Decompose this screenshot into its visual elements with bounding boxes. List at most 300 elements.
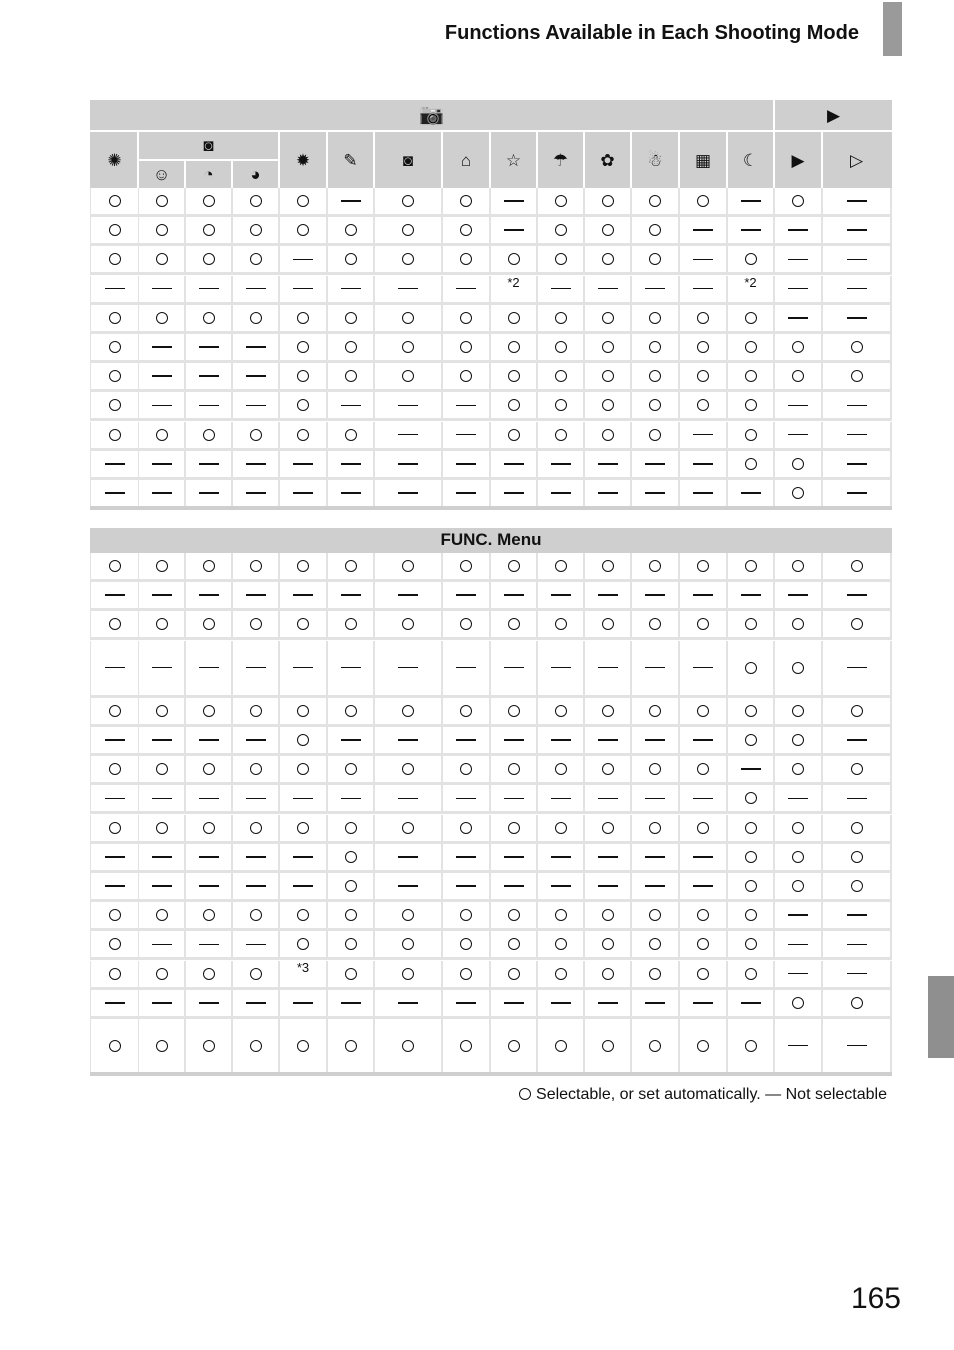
table-cell (280, 961, 326, 987)
table-cell (233, 961, 278, 987)
table-cell (91, 480, 138, 506)
table-cell (823, 815, 890, 841)
selectable-circle-icon (602, 253, 614, 265)
table-cell (233, 698, 278, 724)
selectable-circle-icon (345, 763, 357, 775)
mode-column-header (280, 132, 326, 188)
table-cell (328, 844, 373, 870)
table-cell (139, 873, 184, 899)
selectable-circle-icon (602, 370, 614, 382)
table-cell (443, 698, 489, 724)
table-cell (632, 785, 678, 811)
not-selectable-dash (456, 885, 476, 887)
table-cell (328, 334, 373, 360)
not-selectable-dash (788, 405, 808, 407)
table-cell (91, 641, 138, 695)
selectable-circle-icon (555, 370, 567, 382)
not-selectable-dash (551, 739, 571, 741)
table-cell (328, 276, 373, 302)
table-cell (823, 305, 890, 331)
table-cell (375, 698, 441, 724)
table-cell (280, 641, 326, 695)
mode-column-header (186, 161, 231, 188)
not-selectable-dash (847, 914, 867, 916)
selectable-circle-icon (602, 224, 614, 236)
foliage-icon: ✿ (600, 150, 615, 170)
func-menu-title: FUNC. Menu (440, 530, 542, 549)
table-cell (280, 785, 326, 811)
table-cell (491, 188, 536, 214)
table-cell (186, 931, 231, 957)
movie-color-icon: ▷ (849, 150, 864, 170)
selectable-circle-icon (649, 224, 661, 236)
selectable-circle-icon (203, 312, 215, 324)
table-cell (186, 363, 231, 389)
mode-column-header (233, 161, 278, 188)
selectable-circle-icon (555, 618, 567, 630)
table-cell (280, 873, 326, 899)
not-selectable-dash (398, 739, 418, 741)
not-selectable-dash (199, 1002, 219, 1004)
selectable-circle-icon (792, 822, 804, 834)
table-cell (91, 873, 138, 899)
table-cell (538, 276, 583, 302)
selectable-circle-icon (156, 618, 168, 630)
table-cell (775, 961, 821, 987)
table-cell (328, 246, 373, 272)
table-cell (91, 276, 138, 302)
smart-shutter-group-header (139, 132, 278, 159)
selectable-circle-icon (109, 909, 121, 921)
selectable-circle-icon (203, 618, 215, 630)
not-selectable-dash (741, 768, 761, 770)
not-selectable-dash (504, 229, 524, 231)
table-cell (823, 582, 890, 608)
selectable-circle-icon (649, 618, 661, 630)
not-selectable-dash (847, 798, 867, 800)
table-cell (186, 727, 231, 753)
selectable-circle-icon (297, 734, 309, 746)
table-cell (91, 305, 138, 331)
table-cell (680, 392, 726, 418)
not-selectable-dash (741, 1002, 761, 1004)
table-cell (375, 334, 441, 360)
selectable-circle-icon (649, 938, 661, 950)
not-selectable-dash (551, 856, 571, 858)
table-cell (728, 188, 773, 214)
table-cell (775, 480, 821, 506)
not-selectable-dash (199, 885, 219, 887)
selectable-circle-icon (602, 822, 614, 834)
not-selectable-dash (645, 288, 665, 290)
table-cell (443, 1019, 489, 1072)
selectable-circle-icon (508, 618, 520, 630)
not-selectable-dash (246, 739, 266, 741)
table-cell (728, 990, 773, 1016)
table-cell (728, 727, 773, 753)
not-selectable-dash (105, 856, 125, 858)
table-cell (375, 902, 441, 928)
wink-self-timer-icon: ◔ (203, 165, 214, 184)
not-selectable-dash (693, 1002, 713, 1004)
table-cell (375, 990, 441, 1016)
selectable-circle-icon (697, 399, 709, 411)
selectable-circle-icon (345, 224, 357, 236)
table-cell (680, 844, 726, 870)
selectable-circle-icon (402, 560, 414, 572)
selectable-circle-icon (555, 195, 567, 207)
table-cell (632, 553, 678, 579)
selectable-circle-icon (602, 763, 614, 775)
table-cell (823, 451, 890, 477)
not-selectable-dash (246, 798, 266, 800)
selectable-circle-icon (555, 341, 567, 353)
table-cell (139, 698, 184, 724)
table-cell (139, 305, 184, 331)
not-selectable-dash (199, 405, 219, 407)
table-cell (139, 931, 184, 957)
selectable-circle-icon (345, 705, 357, 717)
selectable-circle-icon (745, 458, 757, 470)
selectable-circle-icon (250, 312, 262, 324)
not-selectable-dash (788, 944, 808, 946)
table-cell (186, 756, 231, 782)
not-selectable-dash (693, 885, 713, 887)
table-cell (823, 698, 890, 724)
table-cell (775, 1019, 821, 1072)
table-cell (680, 276, 726, 302)
table-cell (233, 246, 278, 272)
table-cell (491, 276, 536, 302)
not-selectable-dash (847, 405, 867, 407)
table-cell (139, 756, 184, 782)
table-row (90, 334, 892, 363)
mode-column-header (491, 132, 536, 188)
not-selectable-dash (645, 885, 665, 887)
selectable-circle-icon (792, 880, 804, 892)
table-cell (728, 422, 773, 448)
not-selectable-dash (105, 1002, 125, 1004)
table-cell (491, 698, 536, 724)
table-cell (139, 276, 184, 302)
table-cell (233, 305, 278, 331)
selectable-circle-icon (109, 822, 121, 834)
selectable-circle-icon (402, 968, 414, 980)
selectable-circle-icon (109, 618, 121, 630)
selectable-circle-icon (156, 253, 168, 265)
selectable-circle-icon (156, 429, 168, 441)
not-selectable-dash (741, 492, 761, 494)
table-cell (443, 480, 489, 506)
selectable-circle-icon (460, 618, 472, 630)
table-cell (680, 422, 726, 448)
table-cell (538, 480, 583, 506)
table-cell (680, 785, 726, 811)
selectable-circle-icon (297, 312, 309, 324)
legend-text: Selectable, or set automatically. — Not selectable (536, 1086, 887, 1103)
table-cell (632, 305, 678, 331)
selectable-circle-icon (460, 312, 472, 324)
not-selectable-dash (551, 1002, 571, 1004)
table-cell (139, 246, 184, 272)
selectable-circle-icon (851, 880, 863, 892)
selectable-circle-icon (792, 851, 804, 863)
not-selectable-dash (847, 739, 867, 741)
table-cell (823, 931, 890, 957)
table-cell (728, 217, 773, 243)
table-cell (585, 363, 630, 389)
table-cell (186, 902, 231, 928)
selectable-circle-icon (345, 938, 357, 950)
mode-column-header (728, 132, 773, 188)
selectable-circle-icon (402, 253, 414, 265)
low-light-icon: ✹ (295, 150, 311, 170)
table-cell (728, 363, 773, 389)
selectable-circle-icon (697, 370, 709, 382)
selectable-circle-icon (203, 968, 215, 980)
table-cell (491, 785, 536, 811)
selectable-circle-icon (508, 399, 520, 411)
table-cell (491, 844, 536, 870)
selectable-circle-icon (508, 938, 520, 950)
selectable-circle-icon (460, 560, 472, 572)
selectable-circle-icon (745, 560, 757, 572)
table-cell (728, 246, 773, 272)
selectable-circle-icon (508, 312, 520, 324)
table-cell (375, 480, 441, 506)
selectable-circle-icon (851, 822, 863, 834)
selectable-circle-icon (402, 705, 414, 717)
selectable-circle-icon (402, 938, 414, 950)
table-row (90, 873, 892, 902)
table-cell (775, 246, 821, 272)
table-row (90, 698, 892, 727)
selectable-circle-icon (745, 1040, 757, 1052)
not-selectable-dash (105, 288, 125, 290)
table-cell (728, 276, 773, 302)
selectable-circle-icon (792, 997, 804, 1009)
table-cell (585, 480, 630, 506)
selectable-circle-icon (156, 763, 168, 775)
selectable-circle-icon (792, 662, 804, 674)
portrait-star-icon: ☆ (505, 150, 522, 170)
table-cell (538, 698, 583, 724)
selectable-circle-icon (697, 909, 709, 921)
table-cell (823, 363, 890, 389)
not-selectable-dash (105, 594, 125, 596)
table-cell (680, 1019, 726, 1072)
color-accent-swap-icon: ✎ (343, 150, 358, 170)
not-selectable-dash (645, 798, 665, 800)
table-cell (233, 188, 278, 214)
table-cell (139, 582, 184, 608)
selectable-circle-icon (460, 968, 472, 980)
table-cell (328, 785, 373, 811)
table-cell (728, 334, 773, 360)
table-cell (585, 582, 630, 608)
selectable-circle-icon (697, 822, 709, 834)
not-selectable-dash (456, 405, 476, 407)
table-cell (233, 334, 278, 360)
table-cell (233, 785, 278, 811)
table-cell (775, 902, 821, 928)
table-cell (491, 902, 536, 928)
table-cell (375, 611, 441, 637)
selectable-circle-icon (250, 705, 262, 717)
not-selectable-dash (693, 434, 713, 436)
table-cell (139, 785, 184, 811)
table-cell (632, 217, 678, 243)
table-row (90, 480, 892, 509)
table-cell (139, 363, 184, 389)
table-cell (443, 582, 489, 608)
not-selectable-dash (741, 229, 761, 231)
not-selectable-dash (847, 594, 867, 596)
not-selectable-dash (341, 798, 361, 800)
table-cell (91, 727, 138, 753)
not-selectable-dash (199, 856, 219, 858)
table-cell (538, 246, 583, 272)
not-selectable-dash (246, 1002, 266, 1004)
table-cell (775, 756, 821, 782)
table-cell (139, 990, 184, 1016)
table-cell (585, 305, 630, 331)
header-tab-bar (883, 2, 902, 56)
selectable-circle-icon (649, 370, 661, 382)
table-cell (632, 727, 678, 753)
selectable-circle-icon (297, 1040, 309, 1052)
not-selectable-dash (788, 317, 808, 319)
table-cell (775, 727, 821, 753)
not-selectable-dash (847, 463, 867, 465)
table-cell (680, 990, 726, 1016)
selectable-circle-icon (297, 560, 309, 572)
not-selectable-dash (847, 434, 867, 436)
table-cell (139, 553, 184, 579)
table-row (90, 611, 892, 640)
not-selectable-dash (788, 594, 808, 596)
not-selectable-dash (105, 667, 125, 669)
selectable-circle-icon (297, 618, 309, 630)
selectable-circle-icon (851, 560, 863, 572)
table-cell (823, 727, 890, 753)
not-selectable-dash (693, 667, 713, 669)
selectable-circle-icon (250, 560, 262, 572)
table-cell (443, 902, 489, 928)
table-cell (491, 611, 536, 637)
table-cell (443, 931, 489, 957)
selectable-circle-icon (345, 909, 357, 921)
table-row (90, 217, 892, 246)
selectable-circle-icon (792, 487, 804, 499)
table-cell (186, 276, 231, 302)
table-row (90, 815, 892, 844)
selectable-circle-icon (402, 763, 414, 775)
not-selectable-dash (199, 463, 219, 465)
table-cell (632, 961, 678, 987)
table-cell (186, 582, 231, 608)
selectable-circle-icon (555, 763, 567, 775)
table-cell (233, 392, 278, 418)
selectable-circle-icon (602, 341, 614, 353)
not-selectable-dash (788, 914, 808, 916)
selectable-circle-icon (792, 341, 804, 353)
selectable-circle-icon (602, 968, 614, 980)
table-cell (233, 990, 278, 1016)
table-cell (280, 815, 326, 841)
table-cell (775, 990, 821, 1016)
selectable-circle-icon (297, 763, 309, 775)
table-cell (328, 641, 373, 695)
not-selectable-dash (246, 405, 266, 407)
not-selectable-dash (152, 885, 172, 887)
not-selectable-dash (293, 259, 313, 261)
selectable-circle-icon (109, 429, 121, 441)
table-cell (443, 727, 489, 753)
selectable-circle-icon (519, 1088, 531, 1100)
selectable-circle-icon (250, 195, 262, 207)
mode-column-header (139, 161, 184, 188)
selectable-circle-icon (402, 341, 414, 353)
not-selectable-dash (693, 259, 713, 261)
not-selectable-dash (293, 885, 313, 887)
table-cell (186, 246, 231, 272)
table-cell (823, 756, 890, 782)
not-selectable-dash (105, 798, 125, 800)
selectable-circle-icon (156, 1040, 168, 1052)
table-cell (91, 611, 138, 637)
table-cell (680, 815, 726, 841)
not-selectable-dash (788, 434, 808, 436)
not-selectable-dash (152, 856, 172, 858)
table-cell (632, 480, 678, 506)
table-cell (91, 188, 138, 214)
still-modes-header (90, 100, 773, 130)
not-selectable-dash (246, 667, 266, 669)
table-cell (632, 392, 678, 418)
not-selectable-dash (199, 798, 219, 800)
selectable-circle-icon (297, 370, 309, 382)
table-cell (680, 698, 726, 724)
selectable-circle-icon (851, 618, 863, 630)
table-cell (186, 961, 231, 987)
table-cell (585, 553, 630, 579)
selectable-circle-icon (602, 705, 614, 717)
table-cell (823, 217, 890, 243)
selectable-circle-icon (109, 341, 121, 353)
table-cell (680, 756, 726, 782)
selectable-circle-icon (555, 1040, 567, 1052)
table-cell (538, 844, 583, 870)
selectable-circle-icon (460, 938, 472, 950)
table-cell (632, 698, 678, 724)
selectable-circle-icon (109, 370, 121, 382)
table-cell (585, 756, 630, 782)
selectable-circle-icon (203, 822, 215, 834)
fish-eye-icon: ◙ (402, 150, 414, 170)
table-cell (91, 961, 138, 987)
selectable-circle-icon (602, 560, 614, 572)
table-cell (775, 305, 821, 331)
not-selectable-dash (152, 463, 172, 465)
selectable-circle-icon (792, 195, 804, 207)
selectable-circle-icon (345, 851, 357, 863)
not-selectable-dash (199, 492, 219, 494)
not-selectable-dash (456, 667, 476, 669)
table-cell (775, 392, 821, 418)
table-cell (328, 392, 373, 418)
selectable-circle-icon (156, 195, 168, 207)
